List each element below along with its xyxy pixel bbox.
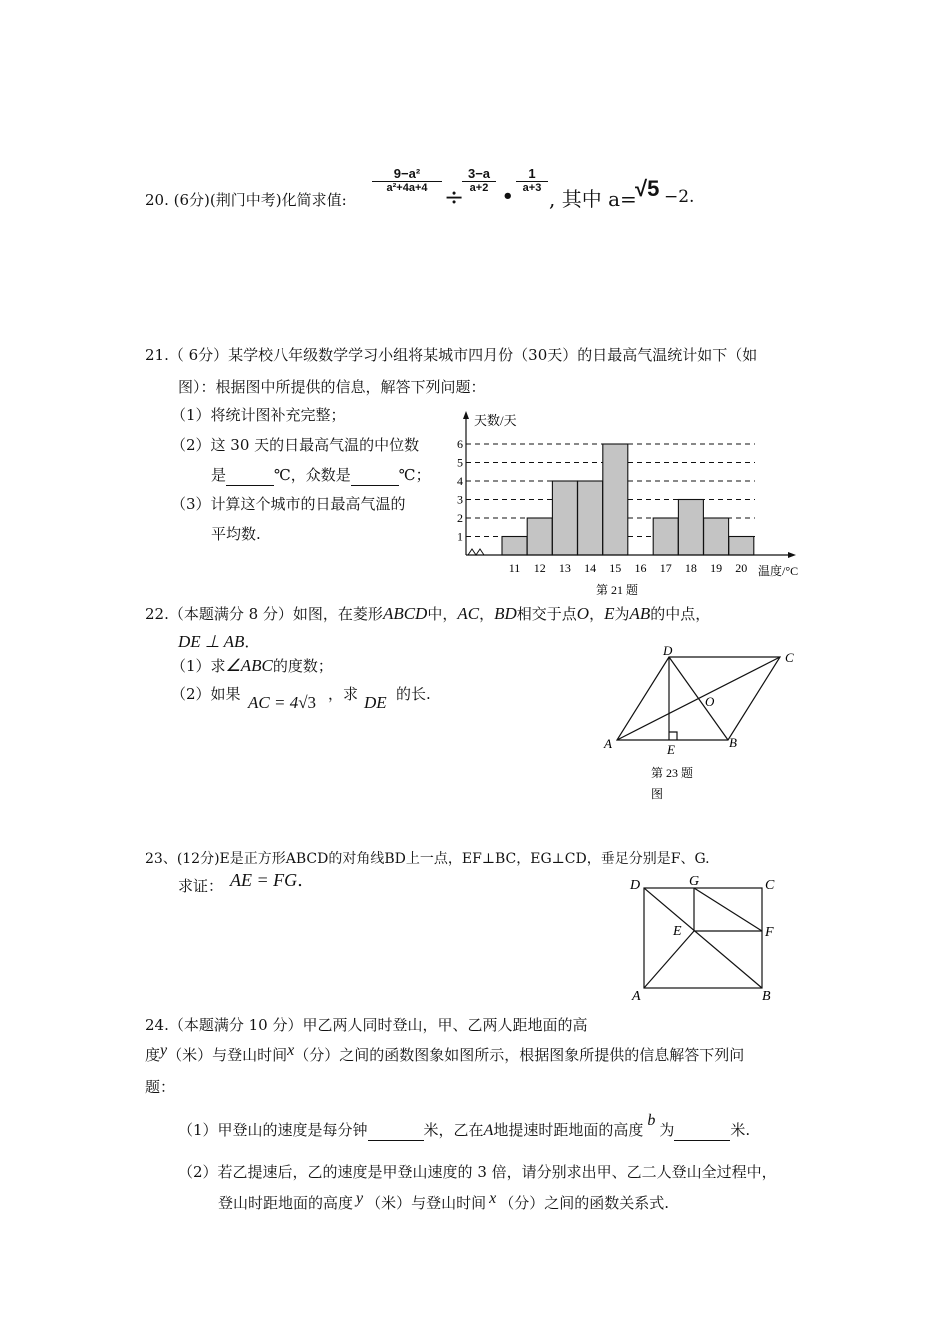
q22-caption-a: 第 23 题 [651,766,694,780]
chart-y-tick-label: 3 [457,492,463,507]
label-e: E [673,924,682,939]
chart-x-tick-label: 17 [659,561,672,575]
chart-x-tick-label: 15 [609,561,622,575]
label-b: B [729,735,737,750]
chart-bar [729,537,754,556]
q20-fraction-2 [462,166,496,194]
q22-item1: （1）求∠ABC的度数； [171,656,333,675]
q20-frac3-den: a+3 [522,182,542,194]
chart-axis-break [468,549,484,555]
chart-bar [552,481,577,555]
chart-x-tick-label: 11 [508,561,521,575]
chart-x-tick-label: 14 [584,561,597,575]
label-f: F [765,925,774,940]
label-d: D [663,643,673,658]
chart-bar [704,518,729,555]
chart-y-tick-label: 1 [457,529,463,544]
q21-line2: 图）：根据图中所提供的信息，解答下列问题： [178,378,486,396]
q20-frac3-num: 1 [528,166,536,181]
q22-line1: 22.（本题满分 8 分）如图，在菱形ABCD中，AC，BD相交于点O，E为AB的中点， [145,604,711,623]
q20-frac1-num: 9−a² [393,166,421,181]
q20-divide-sign: ÷ [444,183,465,211]
chart-y-arrow [463,411,469,419]
chart-ylabel: 天数/天 [474,413,517,428]
chart-caption: 第 21 题 [596,583,639,597]
label-c: C [785,650,794,665]
chart-x-tick-label: 18 [684,561,697,575]
q22-caption-b: 图 [651,787,664,801]
q20-frac2-den: a+2 [469,182,489,194]
q24-line1: 24.（本题满分 10 分）甲乙两人同时登山，甲、乙两人距地面的高 [145,1016,588,1034]
q21-item3b: 平均数. [211,525,261,543]
q20-dot: • [502,186,514,207]
q22-line2: DE ⊥ AB． [178,632,260,651]
q23-line1: 23、(12分)E是正方形ABCD的对角线BD上一点，EF⊥BC，EG⊥CD，垂足分别是F、G. [145,851,710,867]
chart-bar [653,518,678,555]
q20-fraction-1 [372,166,442,194]
q22-rhombus-figure [595,642,815,812]
segment-ae [644,931,694,988]
chart-bar [603,444,628,555]
label-e: E [667,742,675,757]
q21-item3a: （3）计算这个城市的日最高气温的 [171,495,406,513]
q21-item2b: 是 ℃，众数是 ℃； [211,466,431,484]
chart-x-tick-label: 13 [558,561,571,575]
q23-square-figure [620,870,790,1010]
chart-y-tick-label: 4 [457,474,463,488]
label-a: A [604,736,612,751]
q21-bar-chart [440,405,820,605]
q22-item2: （2）如果 [171,685,241,703]
label-b: B [762,989,771,1004]
q20-sqrt5: √5 [635,176,660,201]
chart-x-tick-label: 19 [710,561,723,575]
chart-bar [527,518,552,555]
q24-item2-line2: 登山时距地面的高度 y （米）与登山时间 x （分）之间的函数关系式. [218,1190,670,1212]
chart-y-ticks [457,437,471,544]
q21-item1: （1）将统计图补充完整； [171,406,346,424]
q23-expr: AE = FG. [230,870,303,891]
q20-label: 20. (6分)(荆门中考)化简求值: [145,191,347,209]
chart-bar [578,481,603,555]
label-c: C [765,878,775,893]
q23-line2: 求证： [178,877,224,895]
right-angle-mark [669,732,677,740]
chart-x-ticks [509,561,748,575]
chart-bar [678,500,703,556]
q24-line3: 题： [145,1078,176,1096]
chart-y-tick-label: 5 [457,455,463,470]
chart-xlabel: 温度/°C [758,564,799,578]
q20-frac2-num: 3−a [467,166,491,181]
q24-line2: 度y（米）与登山时间x（分）之间的函数图象如图所示，根据图象所提供的信息解答下列问 [145,1042,745,1064]
diagonal-bd [644,888,762,988]
q22-item2-de: DE [364,693,387,712]
q20-fraction-3 [516,166,548,194]
q21-line1: 21.（ 6分）某学校八年级数学学习小组将某城市四月份（30天）的日最高气温统计如下（如 [145,346,758,364]
q22-item2-tail-b: 的长. [396,685,431,703]
label-g: G [689,874,700,889]
chart-y-tick-label: 2 [457,511,463,525]
segment-gf [694,888,762,931]
chart-x-tick-label: 12 [533,561,546,575]
chart-y-tick-label: 6 [457,437,463,451]
chart-x-tick-label: 20 [735,561,748,575]
label-d: D [630,878,641,893]
q22-item2-expr: AC = 4√3 [248,693,317,712]
q24-item1: （1）甲登山的速度是每分钟 米，乙在A地提速时距地面的高度b为 米. [178,1112,751,1139]
q22-item2-tail-a: ，求 [328,685,359,703]
diagonal-bd [669,657,728,740]
q20-tail-a: , 其中 a= [549,187,637,211]
q20-frac1-den: a²+4a+4 [386,182,428,194]
q24-item2-line1: （2）若乙提速后，乙的速度是甲登山速度的 3 倍，请分别求出甲、乙二人登山全过程中， [178,1163,777,1181]
label-o: O [705,694,715,709]
chart-x-arrow [788,552,796,558]
chart-bar [502,537,527,556]
chart-x-tick-label: 16 [634,561,647,575]
q20-tail-b: −2. [664,187,695,207]
q21-item2a: （2）这 30 天的日最高气温的中位数 [171,436,420,454]
label-a: A [632,989,641,1004]
